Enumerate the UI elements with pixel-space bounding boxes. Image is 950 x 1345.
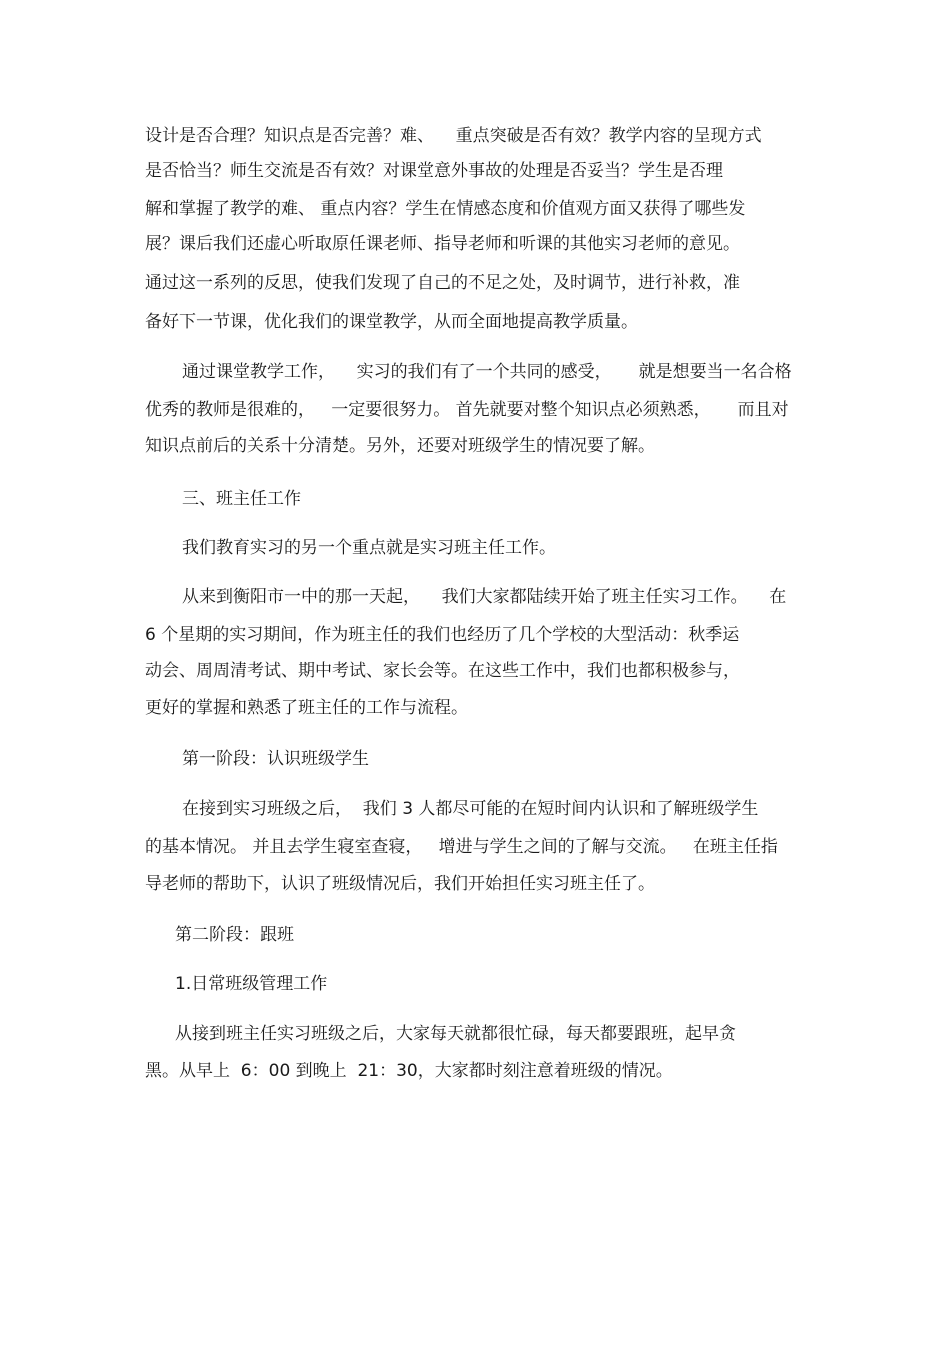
- paragraph-line: 解和掌握了教学的难、 重点内容？学生在情感态度和价值观方面又获得了哪些发: [145, 199, 746, 219]
- paragraph-line: 在接到实习班级之后， 我们 3 人都尽可能的在短时间内认识和了解班级学生: [182, 799, 759, 819]
- paragraph-line: 通过课堂教学工作， 实习的我们有了一个共同的感受， 就是想要当一名合格: [182, 362, 792, 382]
- paragraph-line: 的基本情况。 并且去学生寝室查寝， 增进与学生之间的了解与交流。 在班主任指: [145, 837, 778, 857]
- paragraph-line: 从接到班主任实习班级之后，大家每天就都很忙碌，每天都要跟班，起早贪: [175, 1024, 736, 1044]
- subsection-heading: 第二阶段：跟班: [175, 925, 294, 945]
- paragraph-line: 展？课后我们还虚心听取原任课老师、指导老师和听课的其他实习老师的意见。: [145, 234, 740, 254]
- paragraph-line: 黑。从早上 6：00 到晚上 21：30，大家都时刻注意着班级的情况。: [145, 1061, 673, 1081]
- paragraph-line: 是否恰当？师生交流是否有效？对课堂意外事故的处理是否妥当？学生是否理: [145, 161, 723, 181]
- paragraph-line: 动会、周周清考试、期中考试、家长会等。在这些工作中，我们也都积极参与，: [145, 661, 740, 681]
- subsection-heading: 第一阶段：认识班级学生: [182, 749, 369, 769]
- paragraph-line: 设计是否合理？知识点是否完善？难、 重点突破是否有效？教学内容的呈现方式: [145, 126, 762, 146]
- paragraph-line: 备好下一节课，优化我们的课堂教学，从而全面地提高教学质量。: [145, 312, 638, 332]
- section-heading: 三、班主任工作: [182, 489, 301, 509]
- subsection-heading: 1.日常班级管理工作: [175, 974, 328, 994]
- paragraph-line: 导老师的帮助下，认识了班级情况后，我们开始担任实习班主任了。: [145, 874, 655, 894]
- paragraph-line: 知识点前后的关系十分清楚。另外，还要对班级学生的情况要了解。: [145, 436, 655, 456]
- paragraph-line: 更好的掌握和熟悉了班主任的工作与流程。: [145, 698, 468, 718]
- paragraph-line: 通过这一系列的反思，使我们发现了自己的不足之处，及时调节，进行补救，准: [145, 273, 740, 293]
- paragraph-line: 从来到衡阳市一中的那一天起， 我们大家都陆续开始了班主任实习工作。 在: [182, 587, 787, 607]
- paragraph-line: 我们教育实习的另一个重点就是实习班主任工作。: [182, 538, 556, 558]
- paragraph-line: 优秀的教师是很难的， 一定要很努力。 首先就要对整个知识点必须熟悉， 而且对: [145, 400, 789, 420]
- paragraph-line: 6 个星期的实习期间，作为班主任的我们也经历了几个学校的大型活动：秋季运: [145, 625, 740, 645]
